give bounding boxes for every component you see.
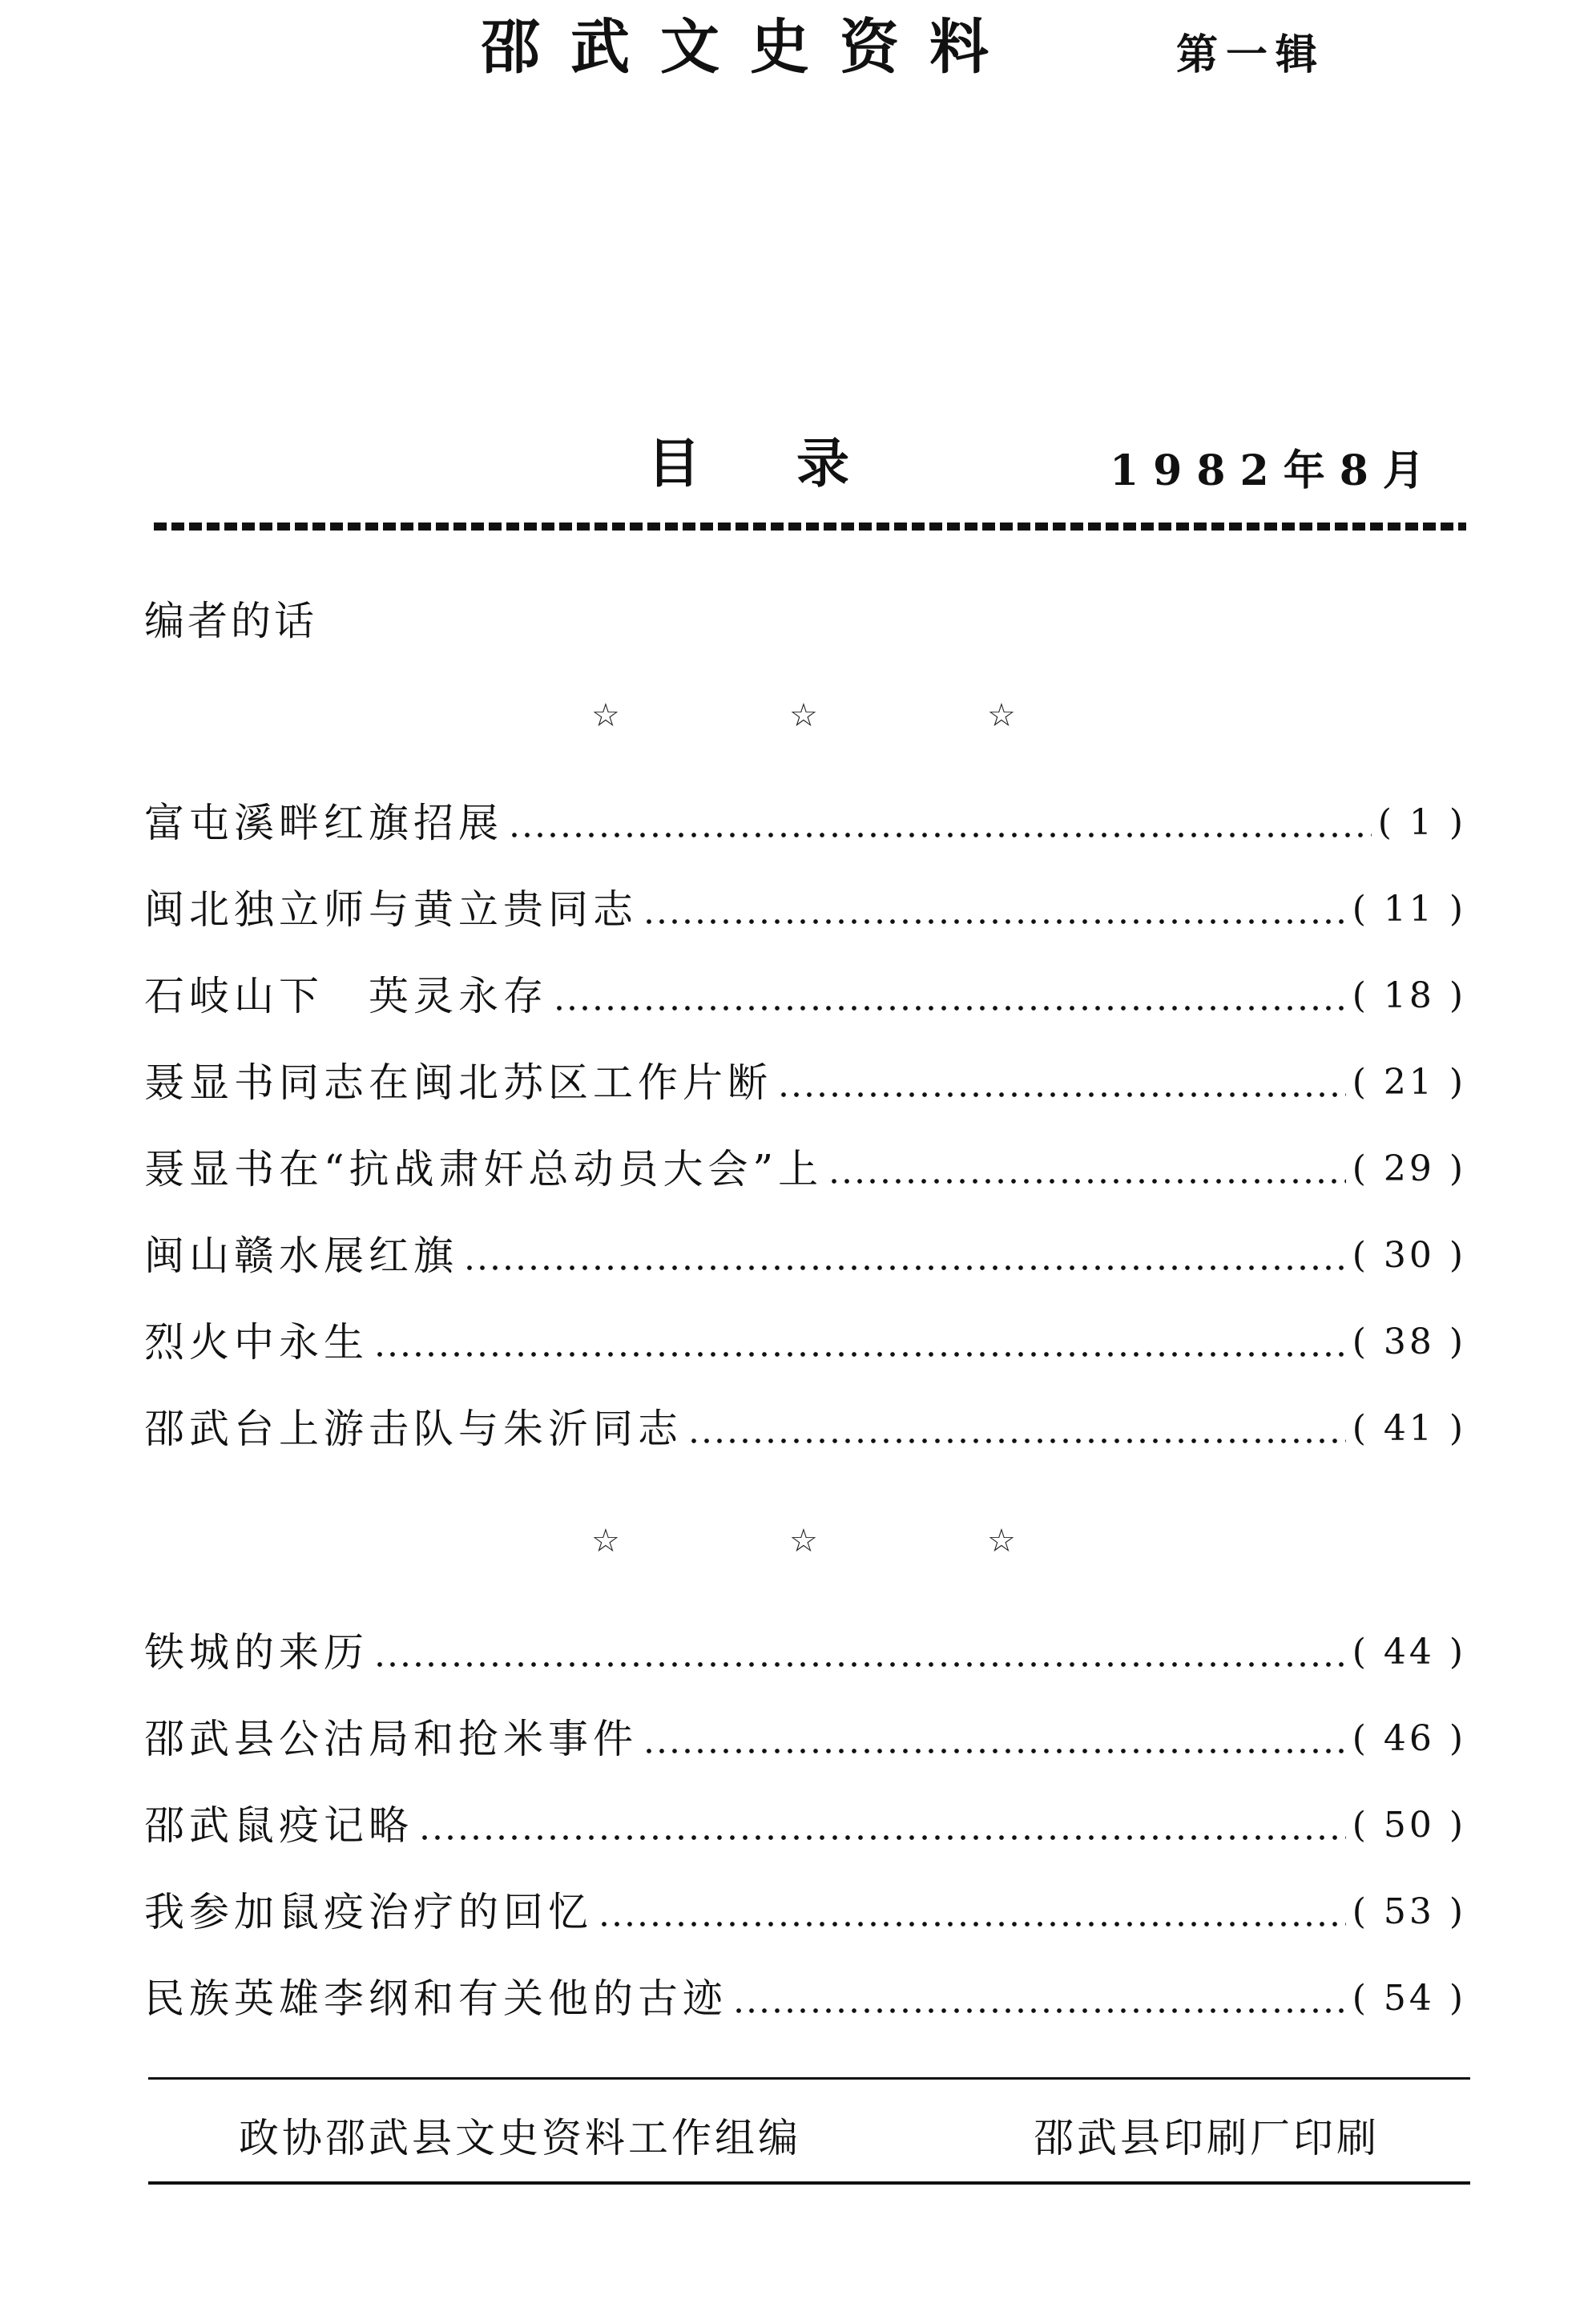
star-separator-2: [0, 1523, 1596, 1571]
toc-title: 烈火中永生: [144, 1319, 369, 1366]
document-header: [0, 0, 1596, 80]
toc-title: 石岐山下 英灵永存: [144, 973, 548, 1019]
toc-page: ( 50 ): [1352, 1805, 1466, 1846]
toc-page: ( 44 ): [1352, 1632, 1466, 1672]
dot-leader: [732, 2008, 1346, 2013]
star-separator-1: [0, 697, 1596, 745]
printer-credit: 邵武县印刷厂印刷: [1034, 2115, 1380, 2161]
toc-row: [144, 1057, 1466, 1108]
compiler-credit: 政协邵武县文史资料工作组编: [239, 2115, 801, 2161]
toc-row: [144, 1403, 1466, 1455]
dot-leader: [687, 1438, 1346, 1443]
toc-page: ( 18 ): [1352, 975, 1466, 1016]
dashed-divider: [154, 523, 1466, 531]
dot-leader: [508, 833, 1372, 837]
toc-page: ( 30 ): [1352, 1235, 1466, 1276]
star-icon: ☆: [789, 697, 818, 734]
star-icon: ☆: [591, 697, 620, 734]
star-icon: ☆: [987, 697, 1016, 734]
dot-leader: [643, 919, 1346, 924]
contents-heading: 目录: [647, 433, 945, 494]
toc-title: 我参加鼠疫治疗的回忆: [144, 1889, 593, 1935]
dot-leader: [777, 1092, 1346, 1097]
toc-page: ( 11 ): [1352, 889, 1466, 930]
toc-page: ( 53 ): [1352, 1891, 1466, 1932]
star-icon: ☆: [987, 1523, 1016, 1560]
toc-title: 邵武鼠疫记略: [144, 1802, 413, 1849]
toc-row: [144, 884, 1466, 935]
toc-row: [144, 1886, 1466, 1938]
toc-page: ( 1 ): [1377, 802, 1466, 843]
dot-leader: [643, 1749, 1346, 1753]
star-icon: ☆: [591, 1523, 620, 1560]
toc-page: ( 46 ): [1352, 1718, 1466, 1759]
toc-title: 闽北独立师与黄立贵同志: [144, 886, 638, 933]
toc-row: [144, 970, 1466, 1022]
dot-leader: [373, 1352, 1346, 1357]
toc-title: 铁城的来历: [144, 1629, 369, 1676]
toc-title: 民族英雄李纲和有关他的古迹: [144, 1975, 727, 2022]
toc-title: 聂显书同志在闽北苏区工作片断: [144, 1059, 772, 1106]
toc-row: [144, 1317, 1466, 1368]
toc-title: 富屯溪畔红旗招展: [144, 800, 503, 846]
toc-row: [144, 797, 1466, 849]
star-icon: ☆: [789, 1523, 818, 1560]
volume-label: 第一辑: [1176, 31, 1326, 79]
toc-title: 闽山赣水展红旗: [144, 1233, 458, 1279]
toc-page: ( 41 ): [1352, 1408, 1466, 1449]
toc-row: [144, 1973, 1466, 2024]
dot-leader: [418, 1835, 1346, 1840]
toc-page: ( 29 ): [1352, 1148, 1466, 1189]
footer-top-rule: [148, 2077, 1470, 2080]
footer-bottom-rule: [148, 2181, 1470, 2185]
dot-leader: [463, 1265, 1346, 1270]
publication-date: 1982年8月: [1110, 446, 1439, 495]
dot-leader: [828, 1179, 1346, 1184]
toc-page: ( 21 ): [1352, 1062, 1466, 1103]
dot-leader: [553, 1006, 1346, 1011]
toc-row: [144, 1800, 1466, 1851]
toc-row: [144, 1144, 1466, 1195]
toc-page: ( 38 ): [1352, 1321, 1466, 1362]
toc-title: 邵武县公沽局和抢米事件: [144, 1716, 638, 1762]
toc-title: 邵武台上游击队与朱沂同志: [144, 1406, 683, 1452]
dot-leader: [598, 1922, 1346, 1927]
toc-row: [144, 1713, 1466, 1765]
dot-leader: [373, 1662, 1346, 1667]
toc-title: 聂显书在“抗战肃奸总动员大会”上: [144, 1146, 824, 1192]
toc-row: [144, 1230, 1466, 1281]
document-title: 邵武文史资料: [481, 13, 1019, 82]
toc-row: [144, 1627, 1466, 1678]
editor-note: 编者的话: [144, 598, 317, 644]
toc-page: ( 54 ): [1352, 1978, 1466, 2019]
